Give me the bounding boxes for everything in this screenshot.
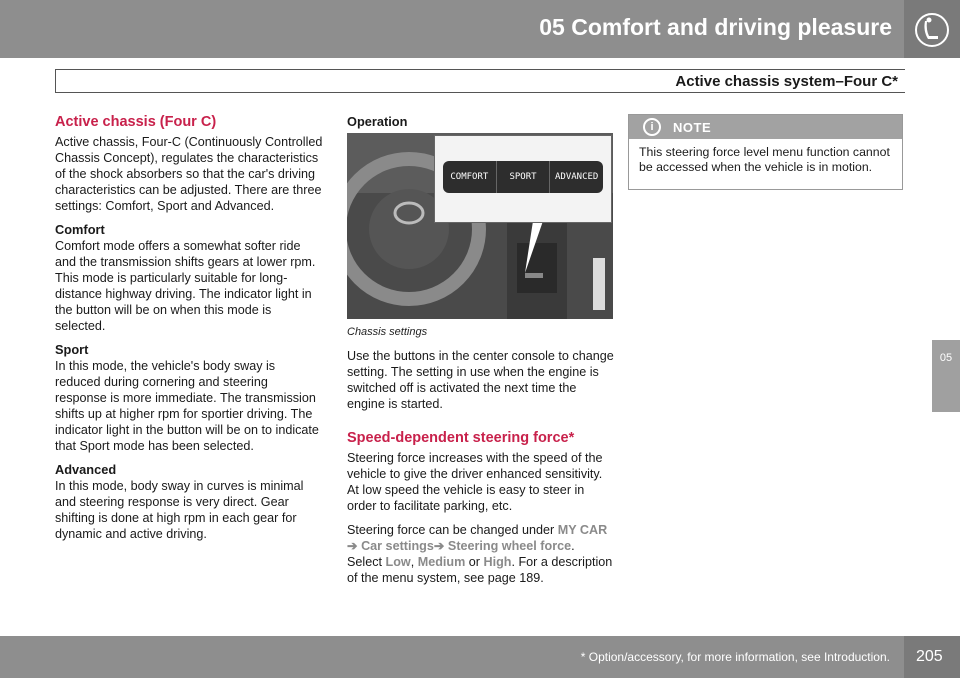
info-icon: i	[643, 118, 661, 136]
active-chassis-heading: Active chassis (Four C)	[55, 114, 217, 130]
chapter-side-tab: 05	[932, 340, 960, 412]
chapter-icon-box	[904, 0, 960, 58]
note-header	[629, 115, 902, 139]
menu-path-paragraph: Steering force can be changed under MY CAR ➔ Car settings➔ Steering wheel force. Select Low, Medium or High. For a description of the menu system, see page 189.	[347, 523, 613, 585]
select-word: Select	[347, 555, 383, 569]
seat-comfort-icon	[914, 12, 950, 48]
operation-paragraph: Use the buttons in the center console to change setting. The setting in use when the engine is switched off is activated the next time the engine is started.	[347, 349, 614, 411]
arrow-right-icon: ➔	[433, 539, 445, 553]
steering-force-heading: Speed-dependent steering force*	[347, 430, 575, 446]
option-medium: Medium	[417, 555, 466, 569]
section-title: Active chassis system–Four C*	[675, 73, 898, 90]
advanced-paragraph: In this mode, body sway in curves is minimal and steering response is very direct. Gear shifting is done at high rpm in each gear for dynamic and active driving.	[55, 479, 304, 541]
photo-caption: Chassis settings	[347, 326, 428, 338]
comfort-button: COMFORT	[443, 161, 497, 193]
sport-paragraph: In this mode, the vehicle's body sway is reduced during cornering and steering response is more immediate. The transmission shifts up at higher rpm for sportier driving. The indicator light in the button will be on to indicate that Sport mode has been selected.	[55, 359, 319, 453]
steering-force-paragraph: Steering force increases with the speed of the vehicle to give the driver enhanced sensitivity. At low speed the vehicle is easy to steer in order to facilitate parking, etc.	[347, 451, 603, 513]
menu-steering-wheel-force: Steering wheel force	[447, 539, 572, 553]
intro-paragraph: Active chassis, Four-C (Continuously Controlled Chassis Concept), regulates the characteristics of the shock absorbers so that the car's driving characteristics can be adjusted. There are three settings: Comfort, Sport and Advanced.	[55, 135, 323, 213]
sport-button: SPORT	[497, 161, 551, 193]
footer-text: * Option/accessory, for more information, see Introduction.	[580, 650, 890, 664]
operation-heading: Operation	[347, 114, 408, 129]
chassis-mode-buttons	[443, 161, 603, 193]
see-page-text: . For a description of the menu system, see page 189.	[347, 555, 613, 585]
option-high: High	[483, 555, 512, 569]
comfort-heading: Comfort	[55, 222, 105, 237]
arrow-right-icon: ➔	[347, 539, 358, 553]
comfort-paragraph: Comfort mode offers a somewhat softer ride and the transmission shifts gears at lower rpm. This mode is particularly suitable for long-distance highway driving. The indicator light in the button will be on when this mode is selected.	[55, 239, 316, 333]
menu-path-prefix: Steering force can be changed under	[347, 523, 555, 537]
advanced-heading: Advanced	[55, 462, 117, 477]
note-text: This steering force level menu function cannot be accessed when the vehicle is in motion.	[639, 145, 890, 174]
chapter-title: 05 Comfort and driving pleasure	[539, 14, 892, 40]
column-left	[55, 114, 323, 550]
page-number: 205	[916, 648, 943, 665]
option-low: Low	[385, 555, 411, 569]
note-box	[628, 114, 903, 190]
menu-my-car: MY CAR	[557, 523, 608, 537]
or-word: or	[468, 555, 480, 569]
button-callout-panel	[434, 135, 612, 223]
sport-heading: Sport	[55, 342, 89, 357]
advanced-button: ADVANCED	[555, 172, 599, 182]
menu-car-settings: Car settings	[361, 539, 434, 553]
note-label: NOTE	[673, 120, 712, 135]
